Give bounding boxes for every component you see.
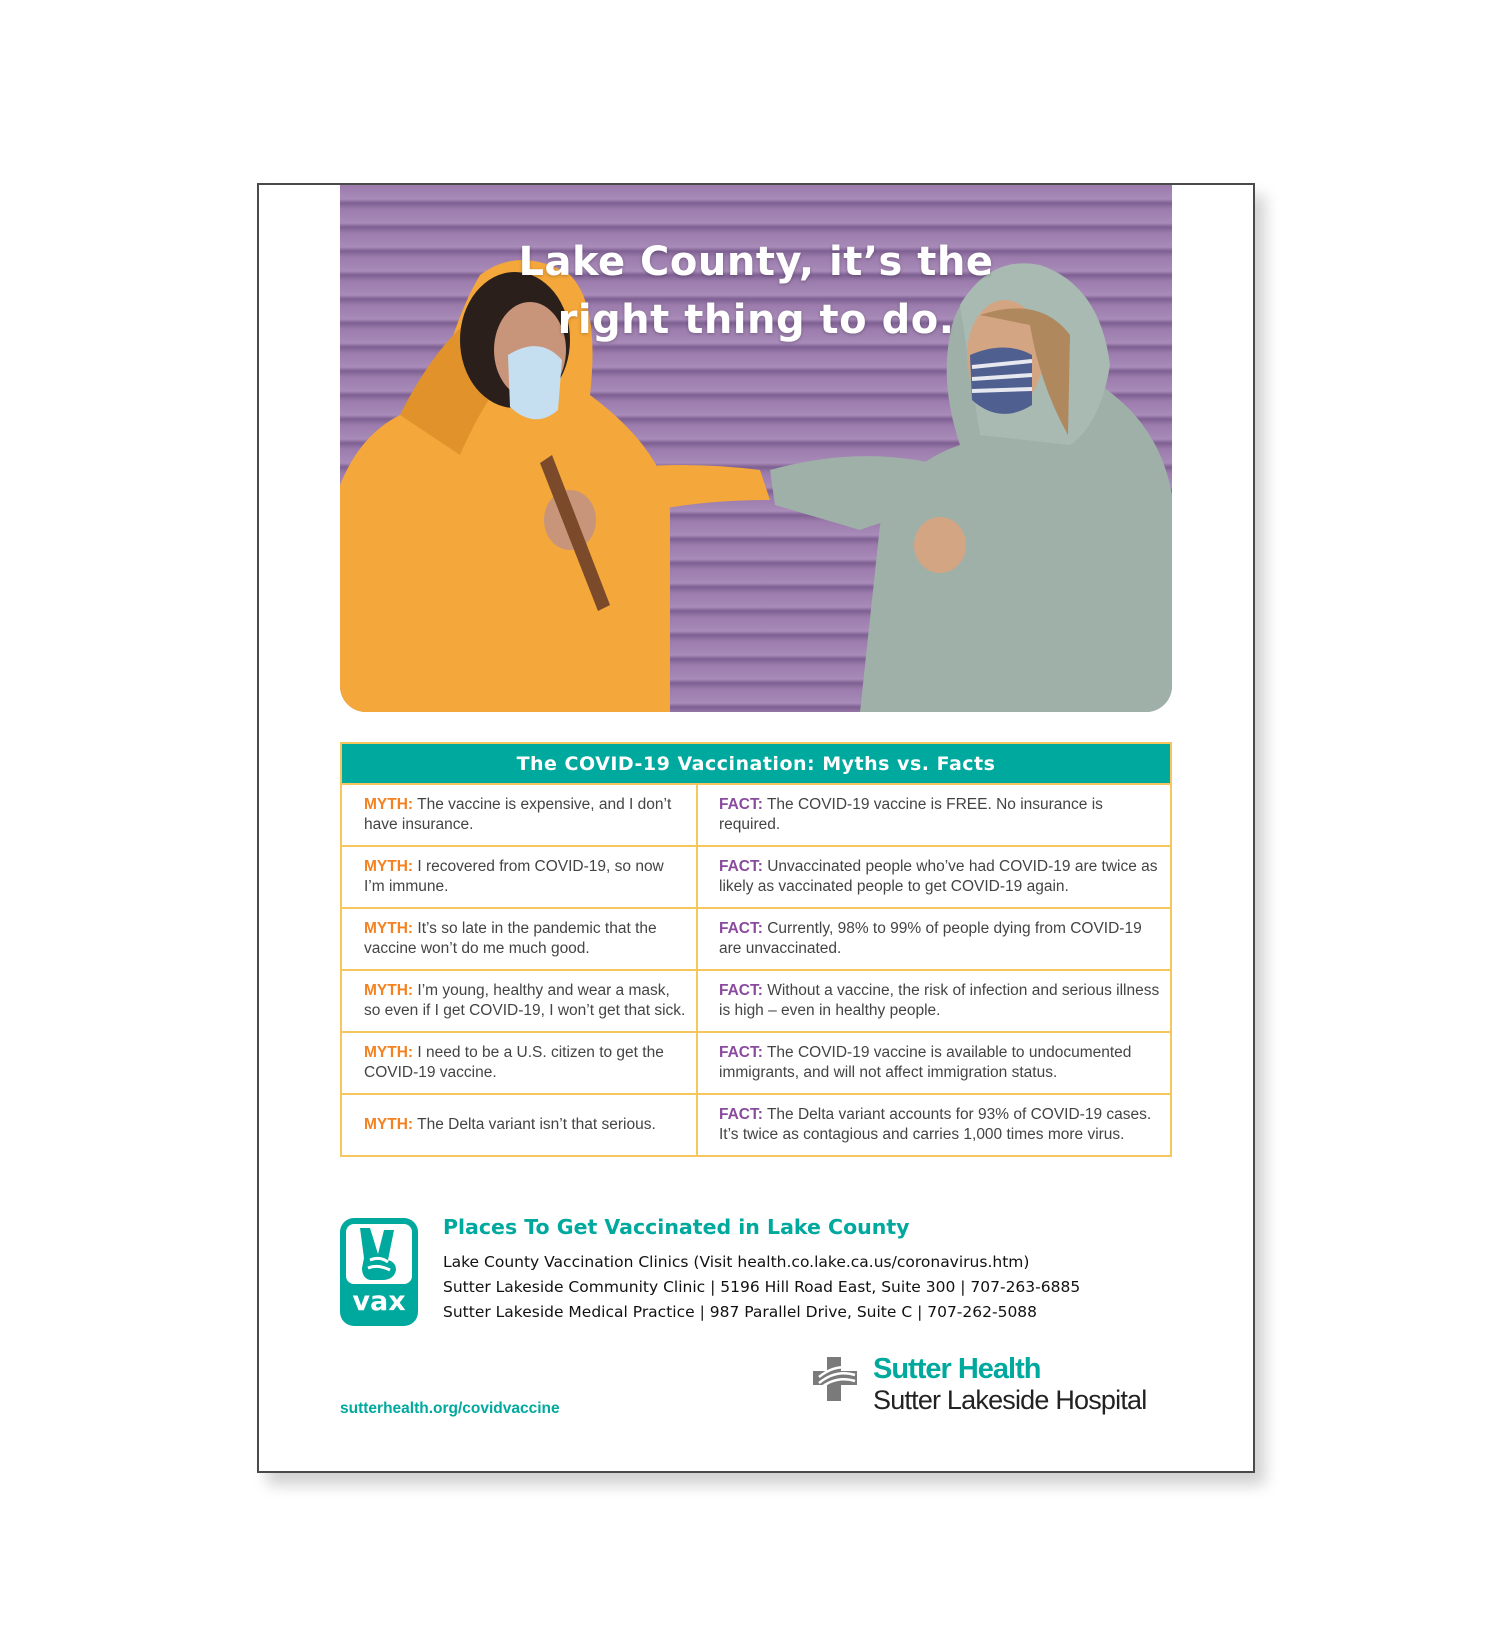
fact-cell: [697, 784, 1171, 846]
myth-cell: [341, 908, 697, 970]
vax-logo-text: vax: [352, 1286, 406, 1317]
fact-cell: [697, 970, 1171, 1032]
fact-text: Unvaccinated people who’ve had COVID-19 are twice as likely as vaccinated people to get COVID-19 again.: [719, 858, 1158, 895]
fact-cell: [697, 846, 1171, 908]
table-row: [341, 1032, 1171, 1094]
myth-cell: [341, 784, 697, 846]
fact-label: FACT:: [719, 1106, 763, 1123]
table-title: The COVID-19 Vaccination: Myths vs. Facts: [341, 743, 1171, 784]
fact-text: Currently, 98% to 99% of people dying from COVID-19 are unvaccinated.: [719, 920, 1142, 957]
myth-label: MYTH:: [364, 858, 414, 875]
myth-text: I recovered from COVID-19, so now I’m immune.: [364, 858, 664, 895]
places-list: [443, 1250, 1080, 1325]
myth-label: MYTH:: [364, 920, 414, 937]
fact-label: FACT:: [719, 796, 763, 813]
myth-cell: [341, 1094, 697, 1156]
peace-hand-icon: [346, 1224, 412, 1284]
myth-cell: [341, 846, 697, 908]
myth-label: MYTH:: [364, 1116, 414, 1133]
myth-cell: [341, 970, 697, 1032]
table-row: [341, 970, 1171, 1032]
hero-headline: [340, 233, 1172, 349]
flyer-page: [257, 183, 1255, 1473]
headline-line-1: Lake County, it’s the: [518, 239, 994, 285]
list-item: Sutter Lakeside Medical Practice | 987 Parallel Drive, Suite C | 707-262-5088: [443, 1303, 1038, 1321]
fact-label: FACT:: [719, 982, 763, 999]
fact-text: The COVID-19 vaccine is FREE. No insurance is required.: [719, 796, 1103, 833]
myth-label: MYTH:: [364, 1044, 414, 1061]
fact-cell: [697, 1032, 1171, 1094]
fact-text: The COVID-19 vaccine is available to undocumented immigrants, and will not affect immigration status.: [719, 1044, 1132, 1081]
list-item: Lake County Vaccination Clinics (Visit health.co.lake.ca.us/coronavirus.htm): [443, 1253, 1030, 1271]
table-row: [341, 1094, 1171, 1156]
table-row: [341, 846, 1171, 908]
fact-label: FACT:: [719, 1044, 763, 1061]
myth-label: MYTH:: [364, 796, 414, 813]
myth-text: The vaccine is expensive, and I don’t have insurance.: [364, 796, 672, 833]
fact-label: FACT:: [719, 858, 763, 875]
fact-label: FACT:: [719, 920, 763, 937]
sutter-health-logo-icon: [811, 1355, 861, 1403]
myth-text: It’s so late in the pandemic that the vaccine won’t do me much good.: [364, 920, 657, 957]
myth-text: I’m young, healthy and wear a mask, so even if I get COVID-19, I won’t get that sick.: [364, 982, 686, 1019]
myth-text: The Delta variant isn’t that serious.: [417, 1116, 656, 1133]
hero-photo: [340, 185, 1172, 712]
vax-logo: [340, 1218, 418, 1326]
brand-name: Sutter Health: [873, 1353, 1041, 1385]
hospital-name: Sutter Lakeside Hospital: [873, 1385, 1147, 1415]
fact-text: Without a vaccine, the risk of infection and serious illness is high – even in healthy people.: [719, 982, 1160, 1019]
myth-cell: [341, 1032, 697, 1094]
myths-facts-table: [340, 742, 1172, 1157]
table-row: [341, 784, 1171, 846]
list-item: Sutter Lakeside Community Clinic | 5196 Hill Road East, Suite 300 | 707-263-6885: [443, 1278, 1081, 1296]
fact-cell: [697, 1094, 1171, 1156]
headline-line-2: right thing to do.: [557, 297, 955, 343]
places-title: Places To Get Vaccinated in Lake County: [443, 1215, 910, 1239]
fact-text: The Delta variant accounts for 93% of COVID-19 cases. It’s twice as contagious and carries 1,000 times more virus.: [719, 1106, 1152, 1143]
website-link[interactable]: sutterhealth.org/covidvaccine: [340, 1400, 560, 1417]
fact-cell: [697, 908, 1171, 970]
myth-text: I need to be a U.S. citizen to get the COVID-19 vaccine.: [364, 1044, 664, 1081]
myth-label: MYTH:: [364, 982, 414, 999]
table-row: [341, 908, 1171, 970]
